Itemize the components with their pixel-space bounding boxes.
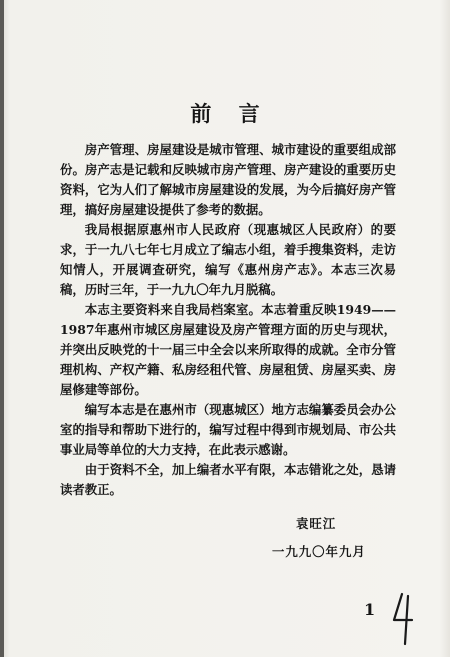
paragraph-2: 我局根据原惠州市人民政府（现惠城区人民政府）的要求，于一九八七年七月成立了编志小组，着手搜集资料，走访知情人，开展调查研究，编写《惠州房产志》。本志三次易稿，历时三年，于一九九〇年九月脱稿。 [60,222,396,297]
paragraph-1: 房产管理、房屋建设是城市管理、城市建设的重要组成部份。房产志是记载和反映城市房产管理、房产建设的重要历史资料，它为人们了解城市房屋建设的发展，为今后搞好房产管理，搞好房屋建设提供了参考的数据。 [60,142,396,217]
page-number: 1 [364,600,376,619]
paragraph-4: 编写本志是在惠州市（现惠城区）地方志编纂委员会办公室的指导和帮助下进行的，编写过程中得到市规划局、市公共事业局等单位的大力支持，在此表示感谢。 [60,402,396,457]
paragraph-3: 本志主要资料来自我局档案室。本志着重反映1949——1987年惠州市城区房屋建设及房产管理方面的历史与现状，并突出反映党的十一届三中全会以来所取得的成就。全市分管理机构、产权产籍、私房经租代管、房屋租赁、房屋买卖、房屋修建等部份。 [60,302,396,397]
page-title: 前 言 [190,101,270,126]
author-signature: 袁旺江 [296,516,337,531]
handwritten-page-mark [388,590,424,648]
paragraph-5: 由于资料不全，加上编者水平有限，本志错讹之处，恳请读者教正。 [60,462,396,497]
preface-body [60,140,396,500]
date-line: 一九九〇年九月 [272,544,366,559]
